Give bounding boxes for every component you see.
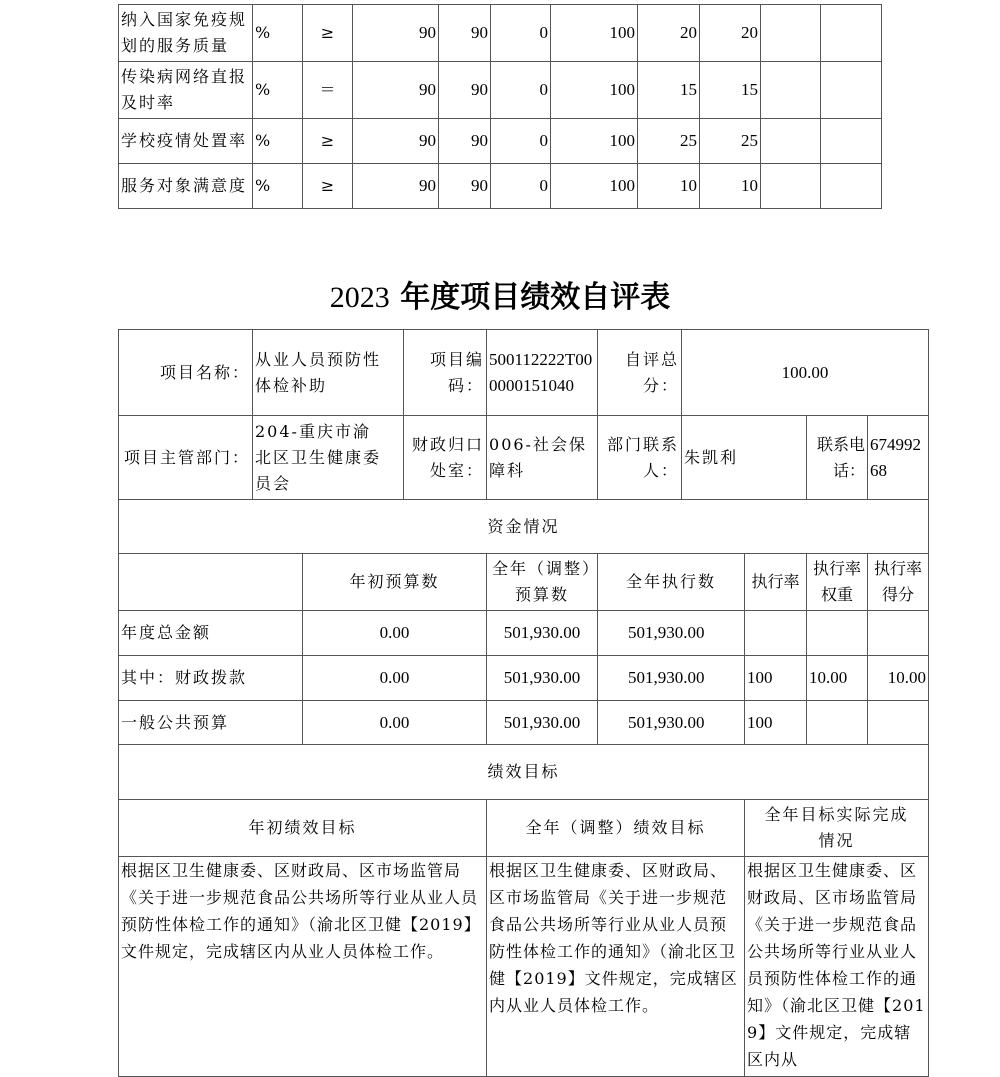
project-code-label: 项目编码：	[404, 330, 487, 416]
value-cell: 10	[638, 164, 700, 209]
budget-cell: 0.00	[303, 656, 487, 701]
score-cell	[868, 701, 929, 745]
table-row	[119, 500, 929, 554]
value-cell: 0	[491, 119, 551, 164]
operator-cell: ＝	[303, 62, 353, 119]
rate-cell	[745, 611, 807, 656]
value-cell: 90	[439, 5, 491, 62]
empty-cell	[821, 62, 882, 119]
col-header: 全年（调整）预算数	[487, 554, 598, 611]
empty-cell	[119, 554, 303, 611]
goals-section-header: 绩效目标	[119, 745, 929, 800]
value-cell: 100	[551, 164, 638, 209]
value-cell: 100	[551, 5, 638, 62]
operator-cell: ≥	[303, 164, 353, 209]
col-header: 年初预算数	[303, 554, 487, 611]
value-cell: 0	[491, 5, 551, 62]
dept-value: 204-重庆市渝北区卫生健康委员会	[253, 416, 404, 500]
value-cell: 25	[700, 119, 761, 164]
weight-cell	[807, 701, 868, 745]
operator-cell: ≥	[303, 5, 353, 62]
col-header: 执行率得分	[868, 554, 929, 611]
phone-label: 联系电话：	[807, 416, 868, 500]
row-label: 年度总金额	[119, 611, 303, 656]
table-row	[119, 701, 929, 745]
adjusted-cell: 501,930.00	[487, 656, 598, 701]
indicator-name: 学校疫情处置率	[119, 119, 253, 164]
evaluation-table	[118, 329, 929, 1077]
row-label: 一般公共预算	[119, 701, 303, 745]
rate-cell: 100	[745, 701, 807, 745]
value-cell: 100	[551, 119, 638, 164]
table-row	[119, 5, 882, 62]
office-value: 006-社会保障科	[487, 416, 598, 500]
indicator-name: 服务对象满意度	[119, 164, 253, 209]
unit-cell: %	[253, 5, 303, 62]
goal-adjusted-text: 根据区卫生健康委、区财政局、区市场监管局《关于进一步规范食品公共场所等行业从业人员预防性体检工作的通知》（渝北区卫健【2019】文件规定，完成辖区内从业人员体检工作。	[487, 857, 745, 1077]
value-cell: 90	[353, 119, 439, 164]
office-label: 财政归口处室：	[404, 416, 487, 500]
empty-cell	[821, 5, 882, 62]
value-cell: 25	[638, 119, 700, 164]
empty-cell	[761, 119, 821, 164]
goal-col-header: 全年（调整）绩效目标	[487, 800, 745, 857]
title-year: 2023	[329, 281, 390, 314]
table-row	[119, 119, 882, 164]
goal-initial-text: 根据区卫生健康委、区财政局、区市场监管局《关于进一步规范食品公共场所等行业从业人员预防性体检工作的通知》（渝北区卫健【2019】文件规定，完成辖区内从业人员体检工作。	[119, 857, 487, 1077]
indicator-name: 传染病网络直报及时率	[119, 62, 253, 119]
row-label: 其中：财政拨款	[119, 656, 303, 701]
dept-label: 项目主管部门：	[119, 416, 253, 500]
value-cell: 90	[439, 119, 491, 164]
indicator-table	[118, 4, 882, 209]
value-cell: 10	[700, 164, 761, 209]
budget-cell: 0.00	[303, 701, 487, 745]
project-name-value: 从业人员预防性体检补助	[253, 330, 404, 416]
empty-cell	[821, 164, 882, 209]
empty-cell	[761, 62, 821, 119]
goal-col-header: 全年目标实际完成情况	[745, 800, 929, 857]
col-header: 执行率	[745, 554, 807, 611]
value-cell: 15	[700, 62, 761, 119]
col-header: 全年执行数	[598, 554, 745, 611]
rate-cell: 100	[745, 656, 807, 701]
title-text: 年度项目绩效自评表	[400, 280, 671, 315]
adjusted-cell: 501,930.00	[487, 701, 598, 745]
budget-cell: 0.00	[303, 611, 487, 656]
value-cell: 90	[439, 164, 491, 209]
value-cell: 90	[353, 164, 439, 209]
table-row	[119, 800, 929, 857]
weight-cell	[807, 611, 868, 656]
value-cell: 20	[638, 5, 700, 62]
operator-cell: ≥	[303, 119, 353, 164]
page-title	[0, 272, 1000, 316]
goal-actual-text: 根据区卫生健康委、区财政局、区市场监管局《关于进一步规范食品公共场所等行业从业人员预防性体检工作的通知》（渝北区卫健【2019】文件规定，完成辖区内从	[745, 857, 929, 1077]
table-row	[119, 611, 929, 656]
score-cell	[868, 611, 929, 656]
table-row	[119, 416, 929, 500]
unit-cell: %	[253, 119, 303, 164]
project-code-value: 500112222T000000151040	[487, 330, 598, 416]
empty-cell	[821, 119, 882, 164]
project-name-label: 项目名称：	[119, 330, 253, 416]
weight-cell: 10.00	[807, 656, 868, 701]
value-cell: 100	[551, 62, 638, 119]
value-cell: 20	[700, 5, 761, 62]
goal-col-header: 年初绩效目标	[119, 800, 487, 857]
empty-cell	[761, 164, 821, 209]
contact-value: 朱凯利	[682, 416, 807, 500]
score-label: 自评总分：	[598, 330, 682, 416]
adjusted-cell: 501,930.00	[487, 611, 598, 656]
indicator-name: 纳入国家免疫规划的服务质量	[119, 5, 253, 62]
executed-cell: 501,930.00	[598, 701, 745, 745]
value-cell: 0	[491, 62, 551, 119]
table-row	[119, 554, 929, 611]
value-cell: 90	[353, 5, 439, 62]
table-row	[119, 656, 929, 701]
table-row	[119, 745, 929, 800]
score-value: 100.00	[682, 330, 929, 416]
unit-cell: %	[253, 164, 303, 209]
value-cell: 90	[439, 62, 491, 119]
value-cell: 15	[638, 62, 700, 119]
table-row	[119, 330, 929, 416]
table-row	[119, 62, 882, 119]
col-header: 执行率权重	[807, 554, 868, 611]
value-cell: 90	[353, 62, 439, 119]
contact-label: 部门联系人：	[598, 416, 682, 500]
score-cell: 10.00	[868, 656, 929, 701]
empty-cell	[761, 5, 821, 62]
table-row	[119, 164, 882, 209]
executed-cell: 501,930.00	[598, 611, 745, 656]
executed-cell: 501,930.00	[598, 656, 745, 701]
phone-value: 67499268	[868, 416, 929, 500]
unit-cell: %	[253, 62, 303, 119]
funds-section-header: 资金情况	[119, 500, 929, 554]
table-row	[119, 857, 929, 1077]
value-cell: 0	[491, 164, 551, 209]
